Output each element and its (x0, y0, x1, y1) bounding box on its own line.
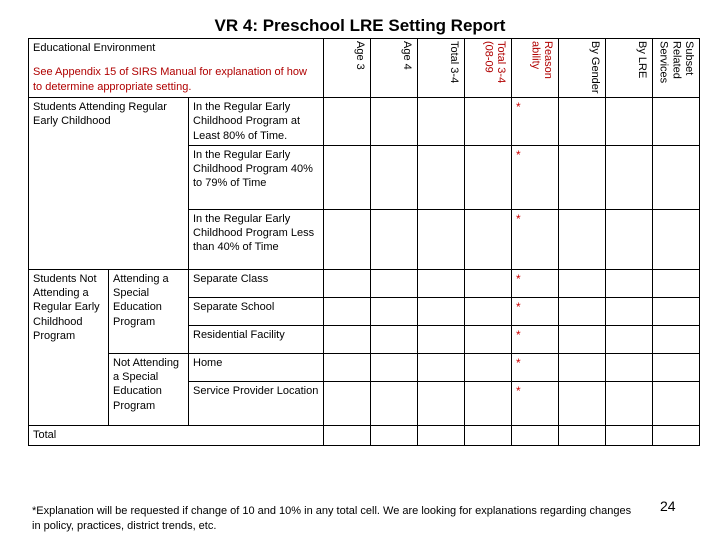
reasonability-marker: * (512, 297, 559, 325)
reasonability-marker: * (512, 269, 559, 297)
group-attending-regular: Students Attending Regular Early Childhood (29, 98, 189, 270)
footnote: *Explanation will be requested if change of 10 and 10% in any total cell. We are looking for explanations regarding changes in policy, practices, district trends, etc. (32, 505, 632, 532)
group-not-special-ed-program: Not Attending a Special Education Program (109, 353, 189, 425)
table-row (29, 98, 700, 146)
total-label: Total (29, 425, 324, 445)
group-not-attending-regular: Students Not Attending a Regular Early Childhood Program (29, 269, 109, 425)
lre-setting-table (28, 38, 700, 446)
col-reasonability: Reason ability (512, 39, 559, 98)
col-total-3-4-prior-year: Total 3-4 (08-09 (465, 39, 512, 98)
table-row (29, 353, 700, 381)
col-by-gender: By Gender (559, 39, 606, 98)
row-label: Home (189, 353, 324, 381)
col-age-4: Age 4 (371, 39, 418, 98)
row-label: Separate School (189, 297, 324, 325)
col-total-3-4: Total 3-4 (418, 39, 465, 98)
row-label: Service Provider Location (189, 381, 324, 425)
reasonability-marker: * (512, 381, 559, 425)
row-label: Separate Class (189, 269, 324, 297)
reasonability-marker: * (512, 145, 559, 209)
page-number: 24 (660, 498, 676, 514)
reasonability-marker: * (512, 98, 559, 146)
group-special-ed-program: Attending a Special Education Program (109, 269, 189, 353)
reasonability-marker: * (512, 325, 559, 353)
col-by-lre: By LRE (606, 39, 653, 98)
environment-header (29, 39, 324, 98)
total-row (29, 425, 700, 445)
row-label: In the Regular Early Childhood Program at Least 80% of Time. (189, 98, 324, 146)
page-title: VR 4: Preschool LRE Setting Report (214, 16, 506, 35)
header-row (29, 39, 700, 98)
col-subset-related-services: Subset Related Services (653, 39, 700, 98)
row-label: In the Regular Early Childhood Program Less than 40% of Time (189, 209, 324, 269)
reasonability-marker: * (512, 209, 559, 269)
table-row (29, 269, 700, 297)
reasonability-marker: * (512, 353, 559, 381)
appendix-note: See Appendix 15 of SIRS Manual for explanation of how to determine appropriate setting. (33, 66, 307, 93)
row-label: In the Regular Early Childhood Program 40% to 79% of Time (189, 145, 324, 209)
col-age-3: Age 3 (324, 39, 371, 98)
environment-label: Educational Environment (33, 42, 156, 54)
row-label: Residential Facility (189, 325, 324, 353)
